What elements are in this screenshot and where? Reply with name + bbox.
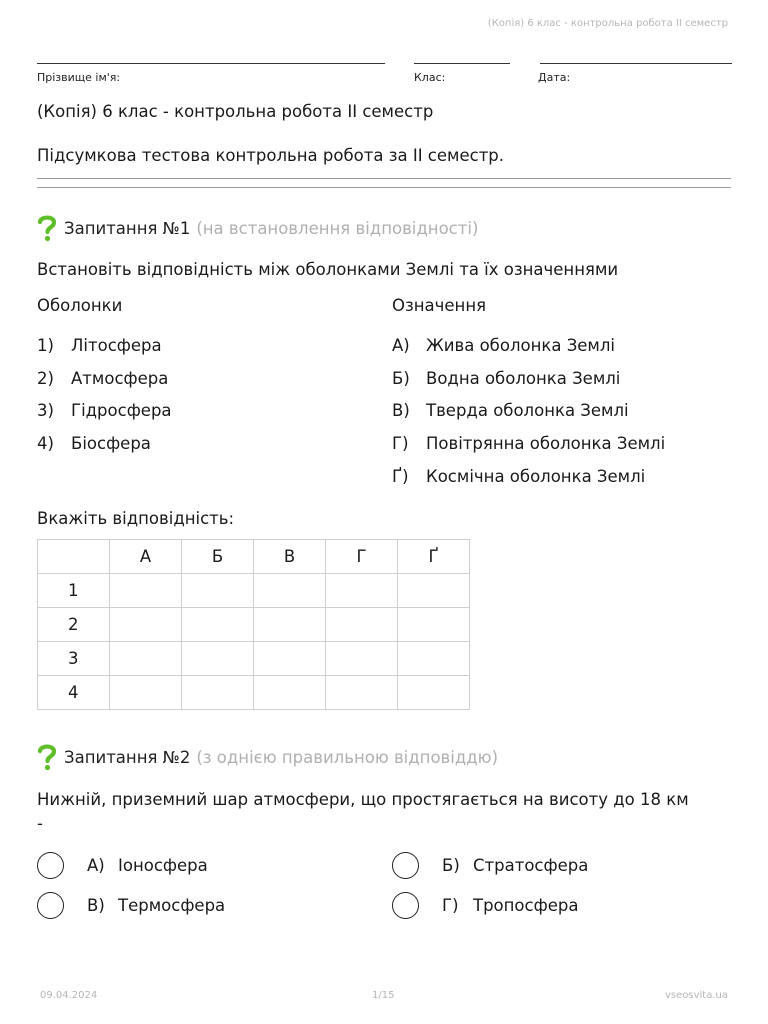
- right-item-text: Тверда оболонка Землі: [426, 401, 629, 420]
- table-col-header: Ґ: [398, 540, 470, 574]
- name-line: [37, 63, 385, 64]
- footer-site: vseosvita.ua: [665, 990, 728, 1001]
- class-label: Клас:: [414, 71, 446, 84]
- date-line: [540, 63, 732, 64]
- left-item-text: Літосфера: [71, 336, 162, 355]
- table-row: [38, 574, 470, 608]
- footer-date: 09.04.2024: [40, 990, 98, 1001]
- answer-cell[interactable]: [182, 608, 254, 642]
- question-mark-icon: [37, 743, 57, 771]
- answer-cell[interactable]: [110, 608, 182, 642]
- question-2-text-continuation: -: [37, 814, 43, 833]
- option-letter: Г): [442, 896, 459, 915]
- left-item: [37, 434, 151, 453]
- name-label: Прізвище ім'я:: [37, 71, 121, 84]
- question-mark-icon: [37, 214, 57, 242]
- option-letter: А): [87, 856, 105, 875]
- right-item-text: Космічна оболонка Землі: [426, 467, 646, 486]
- left-column-header: Оболонки: [37, 296, 123, 315]
- answer-cell[interactable]: [110, 642, 182, 676]
- right-item: [392, 336, 615, 355]
- table-col-header: А: [110, 540, 182, 574]
- table-row: [38, 642, 470, 676]
- answer-cell[interactable]: [398, 642, 470, 676]
- answer-prompt: Вкажіть відповідність:: [37, 509, 235, 528]
- right-item-text: Водна оболонка Землі: [426, 369, 621, 388]
- option-text: Стратосфера: [473, 856, 589, 875]
- option-text: Тропосфера: [473, 896, 579, 915]
- left-item-number: 4): [37, 434, 54, 453]
- right-item: [392, 369, 620, 388]
- left-item: [37, 369, 168, 388]
- question-2-header: [37, 743, 498, 771]
- answer-cell[interactable]: [254, 574, 326, 608]
- left-item-number: 2): [37, 369, 54, 388]
- table-row-header: 3: [38, 642, 110, 676]
- right-item-letter: А): [392, 336, 410, 355]
- answer-cell[interactable]: [326, 642, 398, 676]
- answer-cell[interactable]: [398, 676, 470, 710]
- option-letter: Б): [442, 856, 460, 875]
- question-2-title: Запитання №2: [64, 747, 191, 767]
- radio-button[interactable]: [37, 852, 64, 879]
- left-item-number: 1): [37, 336, 54, 355]
- divider: [37, 178, 731, 179]
- left-item: [37, 401, 172, 420]
- option-text: Іоносфера: [118, 856, 208, 875]
- right-item: [392, 467, 645, 486]
- left-item-text: Гідросфера: [71, 401, 172, 420]
- answer-option-d[interactable]: [392, 892, 578, 919]
- option-letter: В): [87, 896, 105, 915]
- answer-cell[interactable]: [182, 676, 254, 710]
- table-row-header: 1: [38, 574, 110, 608]
- table-row: [38, 676, 470, 710]
- table-corner-cell: [38, 540, 110, 574]
- question-2-text: Нижній, приземний шар атмосфери, що простягається на висоту до 18 км: [37, 790, 689, 809]
- table-row-header: 2: [38, 608, 110, 642]
- date-label: Дата:: [538, 71, 571, 84]
- table-col-header: Г: [326, 540, 398, 574]
- question-1-header: [37, 214, 478, 242]
- answer-cell[interactable]: [398, 574, 470, 608]
- table-row: [38, 608, 470, 642]
- answer-cell[interactable]: [182, 574, 254, 608]
- radio-button[interactable]: [392, 852, 419, 879]
- divider: [37, 187, 731, 188]
- question-1-title: Запитання №1: [64, 218, 191, 238]
- answer-cell[interactable]: [326, 676, 398, 710]
- page-title: (Копія) 6 клас - контрольна робота II семестр: [37, 102, 434, 121]
- radio-button[interactable]: [392, 892, 419, 919]
- answer-cell[interactable]: [182, 642, 254, 676]
- right-item-letter: В): [392, 401, 410, 420]
- left-item-text: Біосфера: [71, 434, 151, 453]
- answer-cell[interactable]: [254, 676, 326, 710]
- question-2-type: (з однією правильною відповіддю): [196, 747, 499, 767]
- table-col-header: В: [254, 540, 326, 574]
- answer-option-c[interactable]: [37, 892, 225, 919]
- left-item-text: Атмосфера: [71, 369, 169, 388]
- right-item-letter: Б): [392, 369, 410, 388]
- answer-cell[interactable]: [254, 642, 326, 676]
- table-header-row: [38, 540, 470, 574]
- answer-cell[interactable]: [326, 608, 398, 642]
- page-subtitle: Підсумкова тестова контрольна робота за II семестр.: [37, 146, 505, 165]
- answer-cell[interactable]: [110, 574, 182, 608]
- answer-table: [37, 539, 470, 710]
- right-item: [392, 401, 629, 420]
- answer-cell[interactable]: [398, 608, 470, 642]
- right-item-text: Повітрянна оболонка Землі: [426, 434, 666, 453]
- answer-cell[interactable]: [110, 676, 182, 710]
- right-item-text: Жива оболонка Землі: [426, 336, 616, 355]
- answer-option-a[interactable]: [37, 852, 208, 879]
- radio-button[interactable]: [37, 892, 64, 919]
- table-col-header: Б: [182, 540, 254, 574]
- option-text: Термосфера: [118, 896, 226, 915]
- table-row-header: 4: [38, 676, 110, 710]
- question-1-type: (на встановлення відповідності): [196, 218, 479, 238]
- answer-cell[interactable]: [326, 574, 398, 608]
- footer-page-number: 1/15: [372, 990, 395, 1001]
- right-column-header: Означення: [392, 296, 487, 315]
- answer-cell[interactable]: [254, 608, 326, 642]
- right-item-letter: Г): [392, 434, 409, 453]
- left-item-number: 3): [37, 401, 54, 420]
- right-item-letter: Ґ): [392, 467, 409, 486]
- class-line: [414, 63, 510, 64]
- document-header-title: (Копія) 6 клас - контрольна робота II семестр: [487, 18, 728, 29]
- answer-option-b[interactable]: [392, 852, 588, 879]
- left-item: [37, 336, 162, 355]
- question-1-text: Встановіть відповідність між оболонками Землі та їх означеннями: [37, 260, 619, 279]
- right-item: [392, 434, 665, 453]
